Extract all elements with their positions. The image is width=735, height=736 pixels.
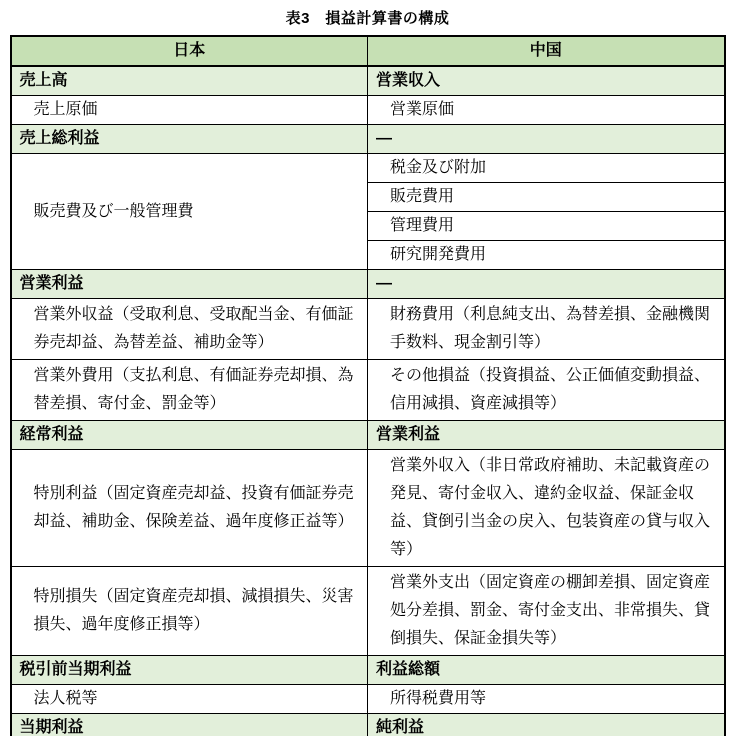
table-cell-china: 営業外支出（固定資産の棚卸差損、固定資産処分差損、罰金、寄付金支出、非常損失、貸倒損失、保証金損失等） xyxy=(368,567,725,656)
income-statement-table xyxy=(10,35,726,736)
table-row-extraordinary-losses xyxy=(11,567,725,656)
table-cell-china: 営業収入 xyxy=(368,66,725,96)
table-cell-japan: 当期利益 xyxy=(11,714,368,736)
table-cell-japan: 売上高 xyxy=(11,66,368,96)
table-row-operating-profit xyxy=(11,270,725,299)
table-row-pretax-profit xyxy=(11,656,725,685)
table-cell-japan: 特別損失（固定資産売却損、減損損失、災害損失、過年度修正損等） xyxy=(11,567,368,656)
table-cell-japan: 営業外費用（支払利息、有価証券売却損、為替差損、寄付金、罰金等） xyxy=(11,360,368,421)
table-cell-china: ― xyxy=(368,125,725,154)
table-cell-japan-merged-sga: 販売費及び一般管理費 xyxy=(11,154,368,270)
table-cell-china: その他損益（投資損益、公正価値変動損益、信用減損、資産減損等） xyxy=(368,360,725,421)
table-cell-japan: 法人税等 xyxy=(11,685,368,714)
table-cell-china: 管理費用 xyxy=(368,212,725,241)
table-cell-china: 利益総額 xyxy=(368,656,725,685)
table-row-sga-1 xyxy=(11,154,725,183)
table-cell-china: 営業外収入（非日常政府補助、未記載資産の発見、寄付金収入、違約金収益、保証金収益、貸倒引当金の戻入、包装資産の貸与収入等） xyxy=(368,450,725,567)
table-row-nonoperating-expenses xyxy=(11,360,725,421)
table-cell-china: ― xyxy=(368,270,725,299)
table-cell-china: 販売費用 xyxy=(368,183,725,212)
column-header-china: 中国 xyxy=(368,36,725,66)
table-cell-japan: 営業利益 xyxy=(11,270,368,299)
table-title: 表3 損益計算書の構成 xyxy=(285,10,450,27)
table-cell-china: 純利益 xyxy=(368,714,725,736)
table-cell-china: 営業利益 xyxy=(368,421,725,450)
table-cell-japan: 営業外収益（受取利息、受取配当金、有価証券売却益、為替差益、補助金等） xyxy=(11,299,368,360)
table-row-ordinary-profit xyxy=(11,421,725,450)
table-cell-japan: 特別利益（固定資産売却益、投資有価証券売却益、補助金、保険差益、過年度修正益等） xyxy=(11,450,368,567)
table-row-nonoperating-income xyxy=(11,299,725,360)
table-cell-china: 財務費用（利息純支出、為替差損、金融機関手数料、現金割引等） xyxy=(368,299,725,360)
table-row-net-profit xyxy=(11,714,725,736)
table-cell-japan: 売上総利益 xyxy=(11,125,368,154)
table-row-gross-profit xyxy=(11,125,725,154)
table-cell-china: 所得税費用等 xyxy=(368,685,725,714)
table-row-sales xyxy=(11,66,725,96)
table-row-extraordinary-gains xyxy=(11,450,725,567)
table-row-income-tax xyxy=(11,685,725,714)
table-cell-china: 研究開発費用 xyxy=(368,241,725,270)
table-cell-japan: 売上原価 xyxy=(11,96,368,125)
table-cell-china: 営業原価 xyxy=(368,96,725,125)
table-row-cost-of-sales xyxy=(11,96,725,125)
column-header-japan: 日本 xyxy=(11,36,368,66)
table-cell-japan: 税引前当期利益 xyxy=(11,656,368,685)
table-header-row xyxy=(11,36,725,66)
table-cell-japan: 経常利益 xyxy=(11,421,368,450)
table-cell-china: 税金及び附加 xyxy=(368,154,725,183)
